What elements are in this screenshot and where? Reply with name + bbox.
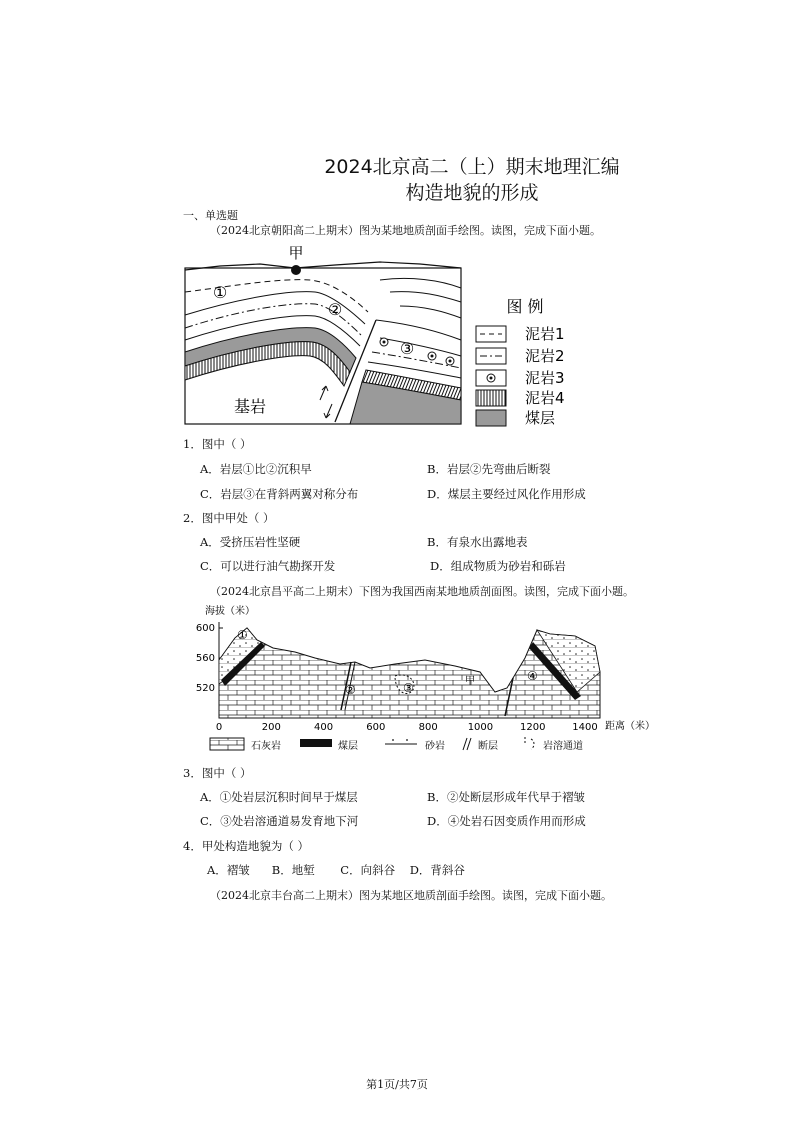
q1-stem: 1．图中（ ） xyxy=(183,437,252,451)
legend-fault: 断层 xyxy=(478,741,498,752)
q2-option-a[interactable]: A．受挤压岩性坚硬 xyxy=(200,535,301,549)
q1-option-d[interactable]: D．煤层主要经过风化作用形成 xyxy=(427,487,586,501)
legend-coal: 煤层 xyxy=(338,741,358,752)
label-3: ③ xyxy=(399,339,415,358)
geologic-section-figure-1 xyxy=(180,240,580,430)
q1-option-c[interactable]: C．岩层③在背斜两翼对称分布 xyxy=(200,487,359,501)
x-tick-label: 600 xyxy=(366,722,386,733)
q2-option-b[interactable]: B．有泉水出露地表 xyxy=(427,535,528,549)
legend-karst: 岩溶通道 xyxy=(543,741,583,752)
q3-option-b[interactable]: B．②处断层形成年代早于褶皱 xyxy=(427,790,585,804)
label-1: ① xyxy=(212,283,228,302)
legend-limestone: 石灰岩 xyxy=(251,741,281,752)
y-tick-label: 600 xyxy=(195,623,215,634)
legend-item-5: 煤层 xyxy=(525,409,556,427)
geologic-profile-figure-2 xyxy=(195,600,675,760)
legend-sandstone: 砂岩 xyxy=(425,741,445,752)
q2-stem: 2．图中甲处（ ） xyxy=(183,511,275,525)
legend-item-2: 泥岩2 xyxy=(525,347,565,365)
x-tick-label: 400 xyxy=(314,722,334,733)
y-tick-label: 560 xyxy=(195,653,215,664)
label-jia: 甲 xyxy=(288,244,304,262)
x-tick-label: 200 xyxy=(261,722,281,733)
section-heading: 一、单选题 xyxy=(183,209,238,222)
label-2: ② xyxy=(345,683,356,697)
legend-item-4: 泥岩4 xyxy=(525,389,565,407)
legend-title: 图 例 xyxy=(506,297,544,316)
label-bedrock: 基岩 xyxy=(233,397,267,416)
x-tick-label: 1400 xyxy=(572,722,598,733)
label-4: ④ xyxy=(527,669,538,683)
y-tick-label: 520 xyxy=(195,683,215,694)
label-2: ② xyxy=(327,300,343,319)
document-title: 2024北京高二（上）期末地理汇编 xyxy=(324,156,620,178)
q1-option-a[interactable]: A．岩层①比②沉积早 xyxy=(200,462,312,476)
intro-2: （2024北京昌平高二上期末）下图为我国西南某地地质剖面图。读图，完成下面小题。 xyxy=(210,585,634,598)
label-3: ③ xyxy=(403,681,414,695)
x-tick-label: 1000 xyxy=(467,722,494,733)
page-footer: 第1页/共7页 xyxy=(366,1078,428,1091)
document-subtitle: 构造地貌的形成 xyxy=(405,182,539,204)
x-axis-title: 距离（米） xyxy=(605,721,655,732)
q4-stem: 4．甲处构造地貌为（ ） xyxy=(183,839,309,853)
label-1: ① xyxy=(237,628,248,642)
legend-item-1: 泥岩1 xyxy=(525,325,565,343)
intro-3: （2024北京丰台高二上期末）图为某地区地质剖面手绘图。读图，完成下面小题。 xyxy=(210,889,612,902)
q3-option-a[interactable]: A．①处岩层沉积时间早于煤层 xyxy=(200,790,358,804)
y-axis-title: 海拔（米） xyxy=(205,606,255,617)
q2-option-d[interactable]: D．组成物质为砂岩和砾岩 xyxy=(430,559,566,573)
intro-1: （2024北京朝阳高二上期末）图为某地地质剖面手绘图。读图，完成下面小题。 xyxy=(210,224,601,237)
q4-options[interactable]: A．褶皱 B．地堑 C．向斜谷 D．背斜谷 xyxy=(207,863,465,877)
q1-option-b[interactable]: B．岩层②先弯曲后断裂 xyxy=(427,462,551,476)
q3-stem: 3．图中（ ） xyxy=(183,766,252,780)
x-tick-label: 0 xyxy=(215,722,223,733)
legend-item-3: 泥岩3 xyxy=(525,369,565,387)
q2-option-c[interactable]: C．可以进行油气勘探开发 xyxy=(200,559,336,573)
q3-option-d[interactable]: D．④处岩石因变质作用而形成 xyxy=(427,814,586,828)
x-tick-label: 1200 xyxy=(519,722,546,733)
x-tick-label: 800 xyxy=(418,722,438,733)
label-jia: 甲 xyxy=(465,676,475,687)
q3-option-c[interactable]: C．③处岩溶通道易发育地下河 xyxy=(200,814,359,828)
